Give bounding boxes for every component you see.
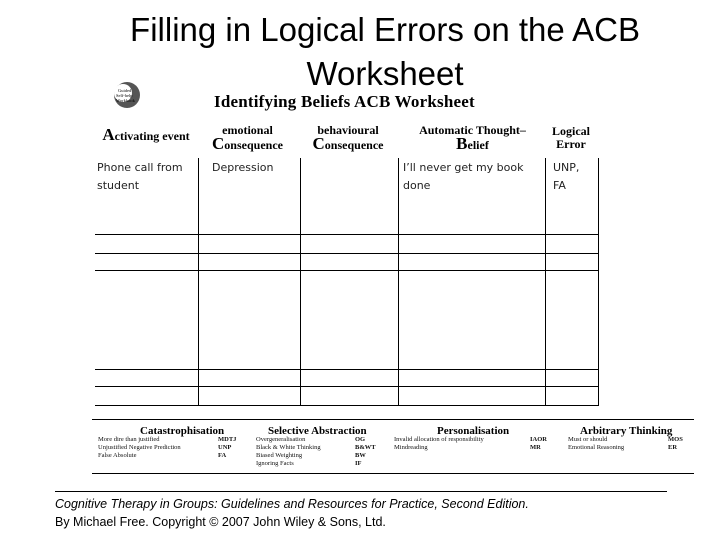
svg-text:Workbook: Workbook bbox=[116, 98, 135, 103]
legend-code: FA bbox=[218, 452, 227, 459]
legend-code: IF bbox=[355, 460, 362, 467]
grid-hline bbox=[95, 253, 598, 254]
footer-rule bbox=[55, 491, 667, 492]
legend-code: IAOR bbox=[530, 436, 547, 443]
legend-code: MDTJ bbox=[218, 436, 237, 443]
cell-belief: I’ll never get my book done bbox=[403, 161, 524, 192]
legend-bottom-rule bbox=[92, 473, 694, 474]
legend-code: MR bbox=[530, 444, 541, 451]
legend-catastrophisation-heading: Catastrophisation bbox=[140, 425, 225, 437]
legend-item: More dire than justified bbox=[98, 436, 160, 443]
grid-vline bbox=[598, 158, 599, 406]
footer-citation bbox=[55, 495, 529, 531]
legend-item: Biased Weighting bbox=[256, 452, 303, 459]
legend-top-rule bbox=[92, 419, 694, 420]
legend-item: Mindreading bbox=[394, 444, 428, 451]
legend-item: Black & White Thinking bbox=[256, 444, 321, 451]
grid-hline bbox=[95, 405, 598, 406]
grid-hline bbox=[95, 270, 598, 271]
worksheet-title: Identifying Beliefs ACB Worksheet bbox=[214, 92, 475, 111]
legend-item: False Absolute bbox=[98, 452, 137, 459]
svg-text:Guided: Guided bbox=[118, 88, 132, 93]
legend-code: B&WT bbox=[355, 444, 376, 451]
legend-item: Ignoring Facts bbox=[256, 460, 294, 467]
legend-item: Invalid allocation of responsibility bbox=[394, 436, 484, 443]
legend-code: UNP bbox=[218, 444, 232, 451]
svg-text:Self-help: Self-help bbox=[116, 93, 133, 98]
grid-hline bbox=[95, 386, 598, 387]
header-automatic-thought-belief: Automatic Thought– Belief bbox=[419, 123, 526, 153]
cell-activating-event: Phone call from student bbox=[97, 161, 183, 192]
legend-item: Overgeneralisation bbox=[256, 436, 306, 443]
slide-title: Filling in Logical Errors on the ACB Worksheet bbox=[130, 11, 640, 92]
header-activating-event: Activating event bbox=[102, 125, 190, 144]
legend-personalisation-heading: Personalisation bbox=[437, 425, 510, 437]
header-emotional-consequence: emotional Consequence bbox=[212, 123, 283, 153]
footer-book-title: Cognitive Therapy in Groups: Guidelines and Resources for Practice, Second Edition. bbox=[55, 497, 529, 511]
legend-arbitrary-thinking-heading: Arbitrary Thinking bbox=[580, 425, 673, 437]
legend-code: OG bbox=[355, 436, 366, 443]
cell-emotional-consequence: Depression bbox=[212, 161, 274, 174]
header-behavioural-consequence: behavioural Consequence bbox=[312, 123, 384, 153]
cell-logical-error: UNP, FA bbox=[553, 161, 580, 192]
legend-code: ER bbox=[668, 444, 678, 451]
footer-copyright: By Michael Free. Copyright © 2007 John Wiley & Sons, Ltd. bbox=[55, 515, 386, 529]
legend-item: Unjustified Negative Prediction bbox=[98, 444, 181, 451]
legend-selective-abstraction-heading: Selective Abstraction bbox=[268, 425, 367, 437]
legend-code: BW bbox=[355, 452, 366, 459]
legend-item: Emotional Reasoning bbox=[568, 444, 625, 451]
header-logical-error: Logical Error bbox=[552, 124, 590, 151]
legend-item: Must or should bbox=[568, 436, 608, 443]
grid-hline bbox=[95, 234, 598, 235]
grid-hline bbox=[95, 369, 598, 370]
workbook-logo bbox=[106, 80, 148, 110]
legend-code: MOS bbox=[668, 436, 683, 443]
